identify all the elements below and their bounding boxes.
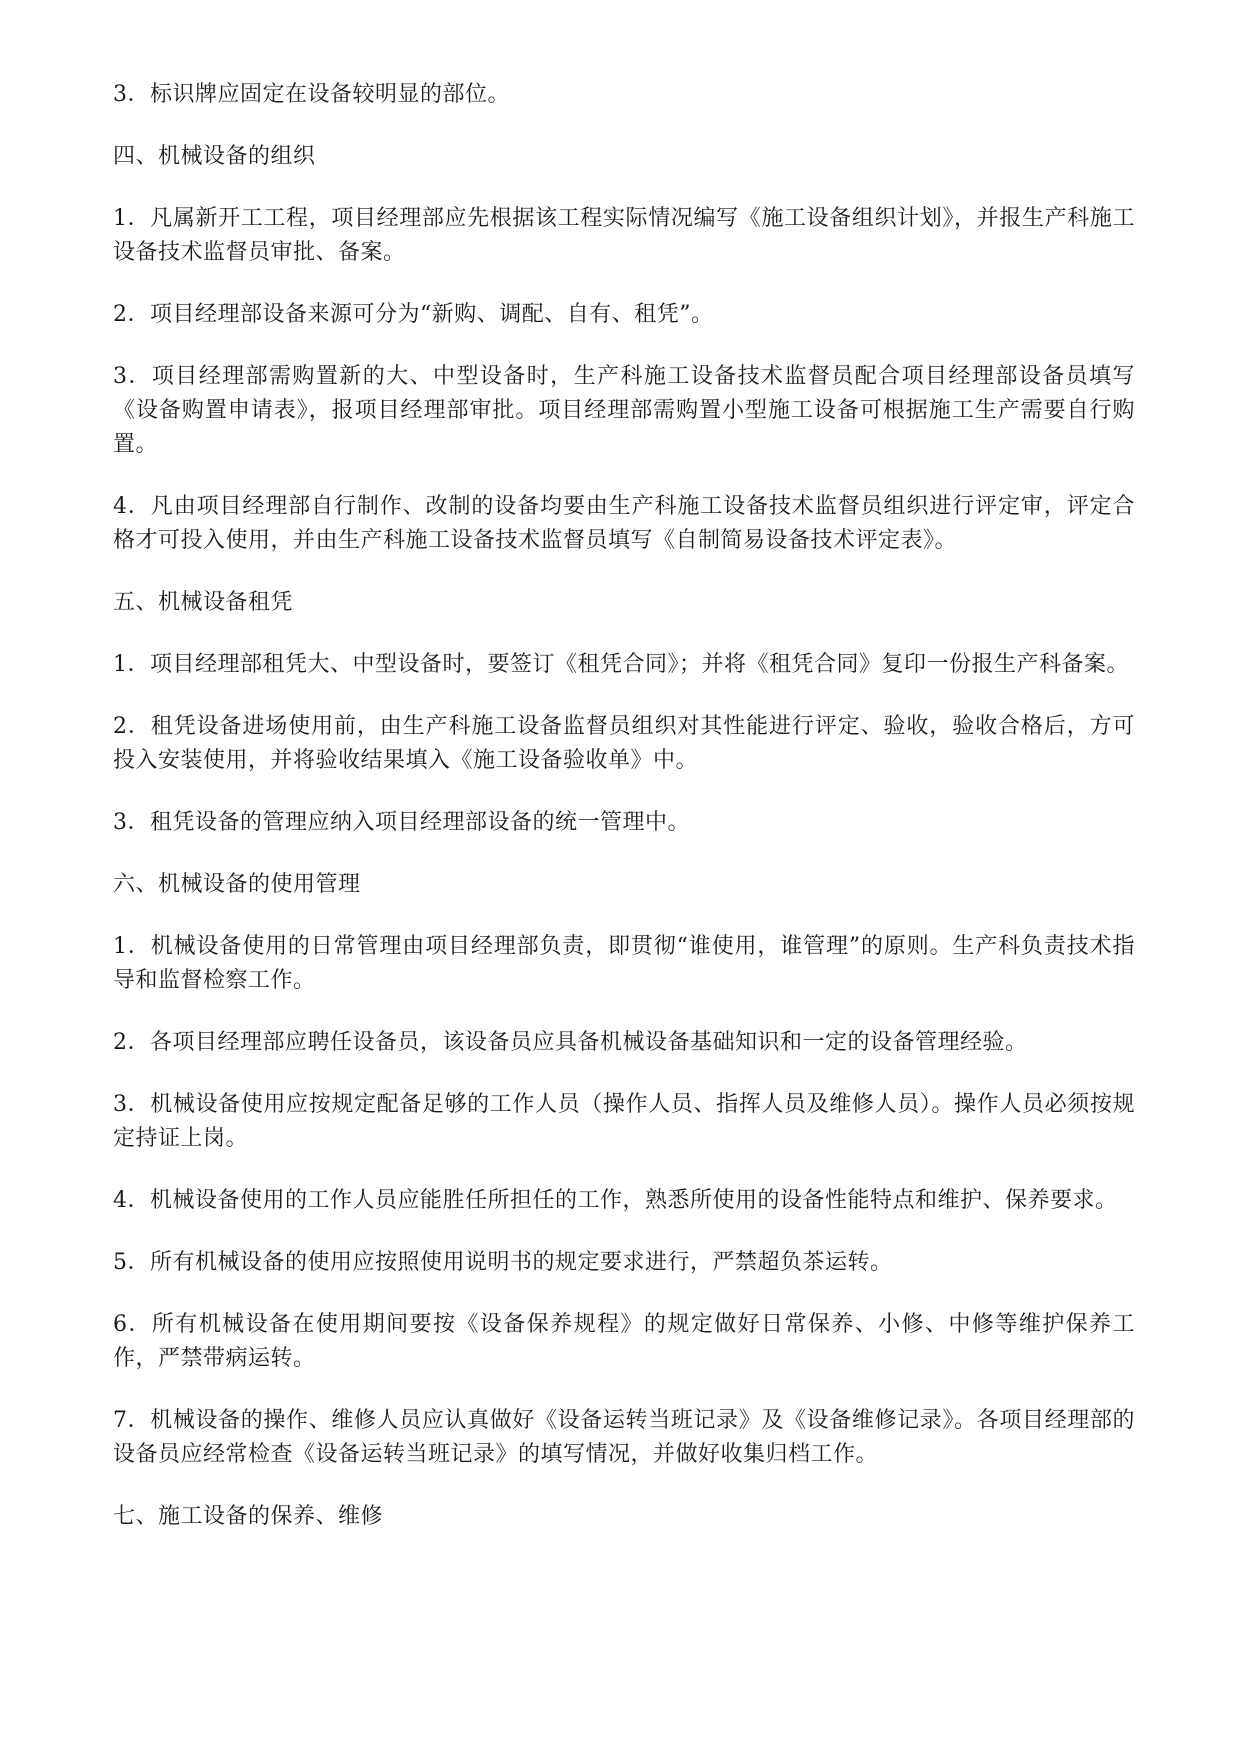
paragraph-4-3: 3．项目经理部需购置新的大、中型设备时，生产科施工设备技术监督员配合项目经理部设备员填写《设备购置申请表》，报项目经理部审批。项目经理部需购置小型施工设备可根据施工生产需要自行购置。 (113, 364, 1135, 457)
paragraph-5-3: 3．租凭设备的管理应纳入项目经理部设备的统一管理中。 (113, 810, 690, 835)
section-heading-5: 五、机械设备租凭 (113, 590, 294, 615)
paragraph-6-6: 6．所有机械设备在使用期间要按《设备保养规程》的规定做好日常保养、小修、中修等维护保养工作，严禁带病运转。 (113, 1312, 1135, 1371)
paragraph-6-5: 5．所有机械设备的使用应按照使用说明书的规定要求进行，严禁超负茶运转。 (113, 1250, 893, 1275)
section-heading-6: 六、机械设备的使用管理 (113, 872, 361, 897)
paragraph-5-2: 2．租凭设备进场使用前，由生产科施工设备监督员组织对其性能进行评定、验收，验收合格后，方可投入安装使用，并将验收结果填入《施工设备验收单》中。 (113, 714, 1135, 773)
paragraph-4-4: 4．凡由项目经理部自行制作、改制的设备均要由生产科施工设备技术监督员组织进行评定审，评定合格才可投入使用，并由生产科施工设备技术监督员填写《自制简易设备技术评定表》。 (113, 494, 1135, 553)
paragraph-4-2: 2．项目经理部设备来源可分为“新购、调配、自有、租凭”。 (113, 302, 714, 327)
paragraph-6-2: 2．各项目经理部应聘任设备员，该设备员应具备机械设备基础知识和一定的设备管理经验。 (113, 1030, 1028, 1055)
paragraph-6-1: 1．机械设备使用的日常管理由项目经理部负责，即贯彻“谁使用，谁管理”的原则。生产科负责技术指导和监督检察工作。 (113, 934, 1135, 993)
paragraph-6-4: 4．机械设备使用的工作人员应能胜任所担任的工作，熟悉所使用的设备性能特点和维护、保养要求。 (113, 1188, 1118, 1213)
paragraph-6-7: 7．机械设备的操作、维修人员应认真做好《设备运转当班记录》及《设备维修记录》。各项目经理部的设备员应经常检查《设备运转当班记录》的填写情况，并做好收集归档工作。 (113, 1408, 1135, 1467)
paragraph-3-signage: 3．标识牌应固定在设备较明显的部位。 (113, 82, 510, 107)
paragraph-5-1: 1．项目经理部租凭大、中型设备时，要签订《租凭合同》；并将《租凭合同》复印一份报生产科备案。 (113, 652, 1130, 677)
paragraph-4-1: 1．凡属新开工工程，项目经理部应先根据该工程实际情况编写《施工设备组织计划》，并报生产科施工设备技术监督员审批、备案。 (113, 206, 1135, 265)
section-heading-7: 七、施工设备的保养、维修 (113, 1504, 384, 1529)
section-heading-4: 四、机械设备的组织 (113, 144, 316, 169)
paragraph-6-3: 3．机械设备使用应按规定配备足够的工作人员（操作人员、指挥人员及维修人员）。操作人员必须按规定持证上岗。 (113, 1092, 1135, 1151)
